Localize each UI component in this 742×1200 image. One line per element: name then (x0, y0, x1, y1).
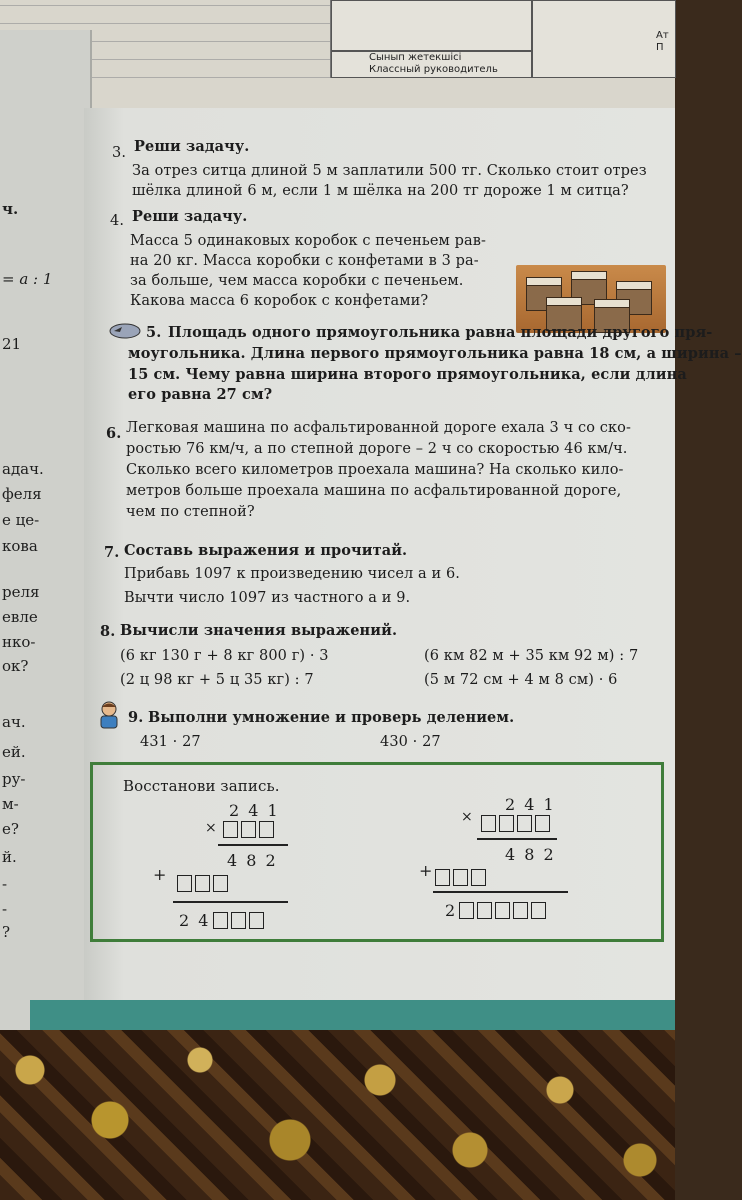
task-6-line: Легковая машина по асфальтированной дороге ехала 3 ч со ско- (126, 420, 631, 436)
left-fragment: ? (2, 923, 11, 941)
restore-left-partial: 4 8 2 (227, 851, 278, 870)
task-7-line: Вычти число 1097 из частного a и 9. (124, 590, 411, 606)
left-fragment: ру- (2, 770, 26, 788)
task-3-line: шёлка длиной 6 м, если 1 м шёлка на 200 тг дороже 1 м ситца? (132, 183, 629, 199)
task-8-expression: (6 кг 130 г + 8 кг 800 г) · 3 (120, 648, 329, 664)
task-7-number: 7. (104, 544, 120, 561)
task-4-title: Реши задачу. (132, 208, 248, 225)
task-6-number: 6. (106, 425, 122, 442)
left-fragment: 21 (2, 335, 22, 353)
form-corner-1: Ат (656, 30, 669, 41)
task-4-number: 4. (110, 213, 125, 229)
task-5-line: Площадь одного прямоугольника равна площади другого пря- (168, 324, 713, 341)
restore-left-line (173, 901, 288, 903)
task-9-expression-a: 431 · 27 (140, 734, 201, 750)
restore-right-line (433, 891, 568, 893)
restore-left-result-boxes (213, 912, 267, 929)
task-8-title: Вычисли значения выражений. (120, 622, 398, 639)
left-fragment: ач. (2, 713, 26, 731)
left-fragment: нко- (2, 633, 36, 651)
restore-left-multiplier-boxes (223, 821, 277, 838)
left-fragment: ок? (2, 657, 29, 675)
task-3-number: 3. (112, 145, 127, 161)
carpet-background (0, 1030, 675, 1200)
restore-right-multiplicand: 2 4 1 (505, 795, 556, 814)
star-task-icon (108, 322, 142, 340)
task-5-line: его равна 27 см? (128, 386, 273, 403)
left-fragment: й. (2, 848, 17, 866)
task-6-line: Сколько всего километров проехала машина? На сколько кило- (126, 462, 624, 478)
task-5-line: 15 см. Чему равна ширина второго прямоугольника, если длина (128, 366, 687, 383)
left-fragment: евле (2, 608, 38, 626)
task-6-line: метров больше проехала машина по асфальтированной дороге, (126, 483, 622, 499)
left-fragment: ей. (2, 743, 26, 761)
task-3-line: За отрез ситца длиной 5 м заплатили 500 тг. Сколько стоит отрез (132, 163, 647, 179)
task-7-title: Составь выражения и прочитай. (124, 542, 408, 559)
task-5-number: 5. (146, 324, 162, 341)
left-fragment: феля (2, 485, 42, 503)
task-4-line: на 20 кг. Масса коробки с конфетами в 3 ра- (130, 253, 479, 269)
restore-right-multiplier-boxes (481, 815, 553, 832)
task-6-line: чем по степной? (126, 504, 255, 520)
left-fragment: реля (2, 583, 40, 601)
form-corner-2: П (656, 42, 664, 53)
restore-left-result: 2 4 (179, 911, 211, 930)
task-3-title: Реши задачу. (134, 138, 250, 155)
form-label-ru: Классный руководитель (369, 64, 498, 75)
task-8-expression: (5 м 72 см + 4 м 8 см) · 6 (424, 672, 618, 688)
task-6-line: ростью 76 км/ч, а по степной дороге – 2 ч со скоростью 46 км/ч. (126, 441, 628, 457)
left-fragment: адач. (2, 460, 44, 478)
left-fragment: кова (2, 537, 38, 555)
restore-left-multiplicand: 2 4 1 (229, 801, 280, 820)
left-fragment: м- (2, 795, 19, 813)
boy-thinking-icon (96, 700, 122, 730)
restore-right-line (477, 838, 557, 840)
background-papers (0, 0, 675, 110)
times-sign: × (205, 820, 217, 836)
left-fragment: - (2, 875, 8, 893)
left-book-page (0, 30, 92, 1030)
task-7-line: Прибавь 1097 к произведению чисел a и 6. (124, 566, 461, 582)
task-4-line: за больше, чем масса коробки с печеньем. (130, 273, 464, 289)
restore-right-partial-boxes (435, 869, 489, 886)
task-9-expression-b: 430 · 27 (380, 734, 441, 750)
task-5-line: моугольника. Длина первого прямоугольника равна 18 см, а ширина – (128, 345, 742, 362)
times-sign: × (461, 809, 473, 825)
left-fragment: е? (2, 820, 19, 838)
task-8-number: 8. (100, 623, 116, 640)
task-4-line: Какова масса 6 коробок с конфетами? (130, 293, 429, 309)
left-fragment: ч. (2, 200, 19, 218)
task-8-expression: (2 ц 98 кг + 5 ц 35 кг) : 7 (120, 672, 314, 688)
restore-record-box (90, 762, 664, 942)
restore-right-partial: 4 8 2 (505, 845, 556, 864)
left-fragment: = a : 1 (2, 270, 53, 288)
restore-right-result: 2 (445, 901, 456, 920)
cookie-boxes-illustration (516, 265, 666, 333)
task-9-title: Выполни умножение и проверь делением. (148, 709, 515, 726)
class-register-form (330, 0, 676, 78)
restore-left-partial-boxes (177, 875, 231, 892)
task-8-expression: (6 км 82 м + 35 км 92 м) : 7 (424, 648, 639, 664)
left-fragment: е це- (2, 511, 40, 529)
restore-left-line (218, 844, 288, 846)
restore-title: Восстанови запись. (123, 777, 280, 795)
left-fragment: - (2, 900, 8, 918)
task-9-number: 9. (128, 709, 144, 726)
form-label-kz: Сынып жетекшісі (369, 52, 462, 63)
task-4-line: Масса 5 одинаковых коробок с печеньем рав- (130, 233, 487, 249)
plus-sign: + (419, 861, 433, 880)
restore-right-result-boxes (459, 902, 549, 919)
plus-sign: + (153, 865, 167, 884)
